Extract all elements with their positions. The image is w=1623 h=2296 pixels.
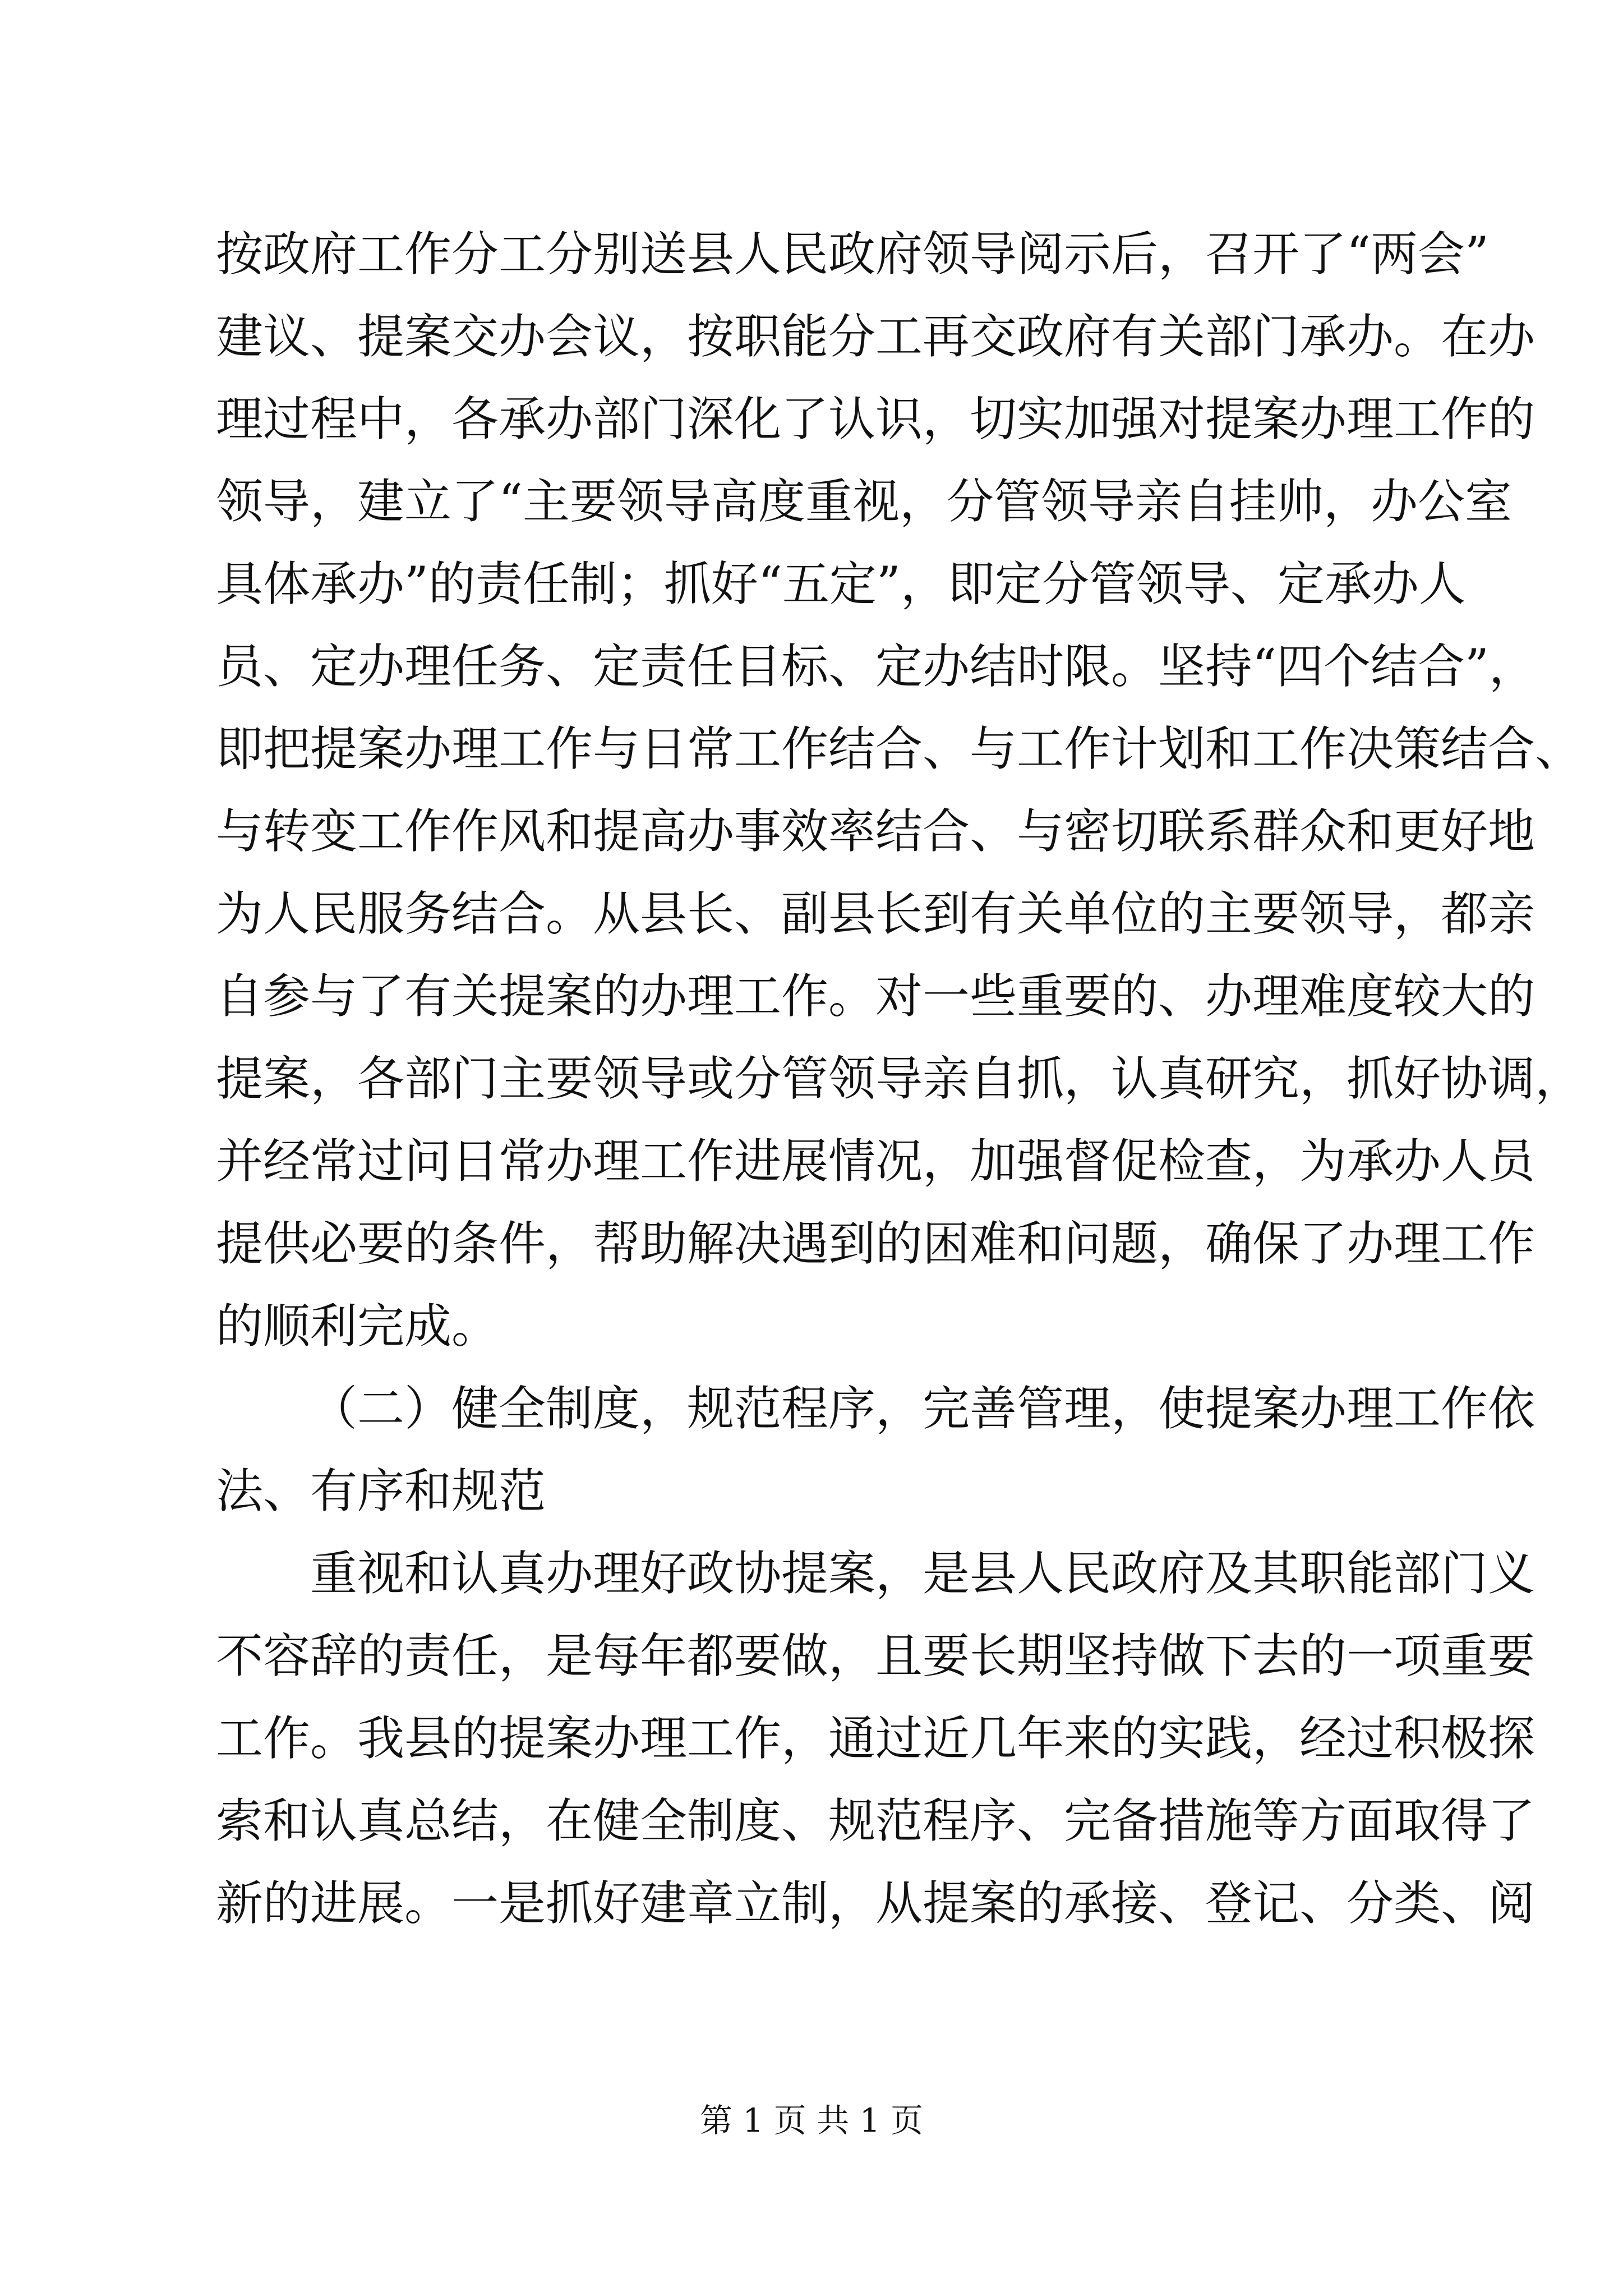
- text-line: 具体承办”的责任制；抓好“五定”，即定分管领导、定承办人: [216, 556, 1466, 611]
- text-line: 提案，各部门主要领导或分管领导亲自抓，认真研究，抓好协调，: [216, 1051, 1583, 1106]
- document-body: [216, 213, 1583, 1945]
- text-line: 提供必要的条件，帮助解决遇到的困难和问题，确保了办理工作: [216, 1216, 1536, 1271]
- text-line: 的顺利完成。: [216, 1299, 499, 1354]
- text-line: 按政府工作分工分别送县人民政府领导阅示后，召开了“两会”: [216, 227, 1489, 282]
- page-footer: 第 1 页 共 1 页: [700, 2101, 923, 2139]
- text-line: 不容辞的责任，是每年都要做，且要长期坚持做下去的一项重要: [216, 1628, 1536, 1683]
- text-line: 自参与了有关提案的办理工作。对一些重要的、办理难度较大的: [216, 969, 1536, 1024]
- text-line: 与转变工作作风和提高办事效率结合、与密切联系群众和更好地: [216, 804, 1536, 859]
- text-line: 建议、提案交办会议，按职能分工再交政府有关部门承办。在办: [216, 309, 1536, 364]
- section-heading-line: 法、有序和规范: [216, 1464, 546, 1519]
- text-line: 领导，建立了“主要领导高度重视，分管领导亲自挂帅，办公室: [216, 474, 1512, 529]
- text-line: 新的进展。一是抓好建章立制，从提案的承接、登记、分类、阅: [216, 1876, 1536, 1931]
- text-line: 为人民服务结合。从县长、副县长到有关单位的主要领导，都亲: [216, 886, 1536, 941]
- text-line: 即把提案办理工作与日常工作结合、与工作计划和工作决策结合、: [216, 721, 1583, 776]
- text-line: 理过程中，各承办部门深化了认识，切实加强对提案办理工作的: [216, 392, 1536, 447]
- section-heading-line: （二）健全制度，规范程序，完善管理，使提案办理工作依: [310, 1381, 1536, 1436]
- text-line: 重视和认真办理好政协提案，是县人民政府及其职能部门义: [310, 1546, 1536, 1601]
- text-line: 索和认真总结，在健全制度、规范程序、完备措施等方面取得了: [216, 1793, 1536, 1848]
- text-line: 员、定办理任务、定责任目标、定办结时限。坚持“四个结合”，: [216, 639, 1536, 694]
- text-line: 工作。我县的提案办理工作，通过近几年来的实践，经过积极探: [216, 1711, 1536, 1766]
- text-line: 并经常过问日常办理工作进展情况，加强督促检查，为承办人员: [216, 1134, 1536, 1189]
